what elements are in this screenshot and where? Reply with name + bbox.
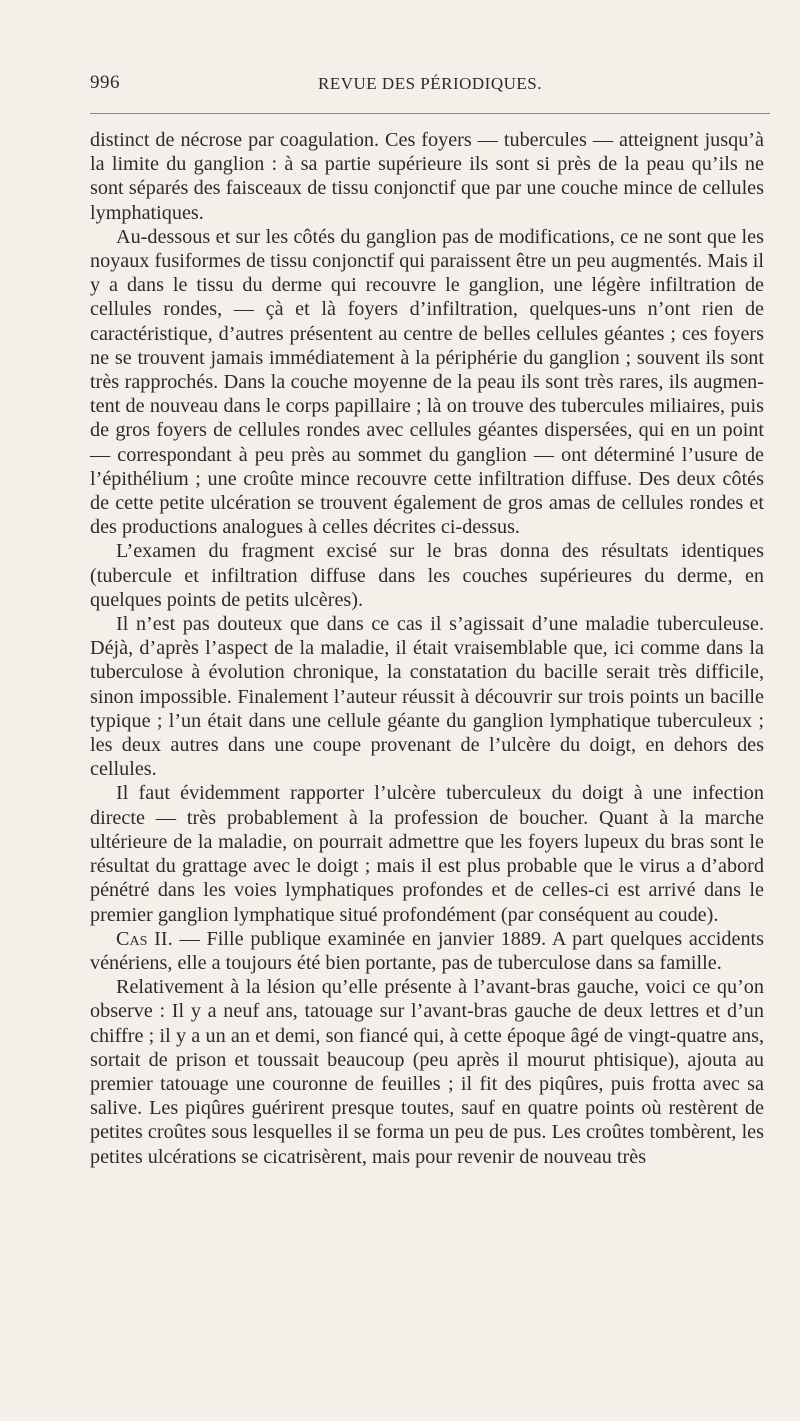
page-header [90,72,770,98]
paragraph-7: Relativement à la lésion qu’elle présente à l’avant-bras gauche, voici ce qu’on observe : Il y a neuf ans, tatouage sur l’avant-bras gauche de deux lettres et d’un chiffre ; il y a un an et demi, son fiancé qui, à cette époque âgé de vingt-quatre ans, sortait de prison et toussait beaucoup (peu après il mourut phtisique), ajouta au premier tatouage une couronne de feuilles ; il fit des piqûres, puis frotta avec sa salive. Les piqûres guérirent presque toutes, sauf en quatre points où restèrent de petites croûtes sous lesquelles il se forma un peu de pus. Les croûtes tombèrent, les petites ulcérations se cicatrisèrent, mais pour revenir de nouveau très [90,976,764,1168]
paragraph-case-2 [90,927,764,975]
case-2-text: — Fille publique examinée en janvier 1889. A part quelques accidents vénériens, elle a toujours été bien portante, pas de tuberculose dans sa famille. [90,927,765,974]
paragraph-5: Il faut évidemment rapporter l’ulcère tuberculeux du doigt à une infection directe — très probablement à la profession de boucher. Quant à la marche ultérieure de la maladie, on pourrait admettre que les foyers lupeux du bras sont le résultat du grattage avec le doigt ; mais il est plus probable que le virus a d’abord pénétré dans les voies lymphatiques profondes et de celles-ci est arrivé dans le premier ganglion lymphatique situé profondément (par conséquent au coude). [90,782,764,926]
page-number: 996 [90,72,120,93]
running-head: REVUE DES PÉRIODIQUES. [318,74,542,93]
paragraph-1: distinct de nécrose par coagulation. Ces foyers — tubercules — atteignent jusqu’à la limite du ganglion : à sa partie supérieure ils sont si près de la peau qu’ils ne sont séparés des faisceaux de tissu conjonctif que par une couche mince de cellules lymphatiques. [90,129,764,224]
paragraph-2: Au-dessous et sur les côtés du ganglion pas de modifications, ce ne sont que les noyaux fusiformes de tissu conjonctif qui paraissent être un peu augmentés. Mais il y a dans le tissu du derme qui recouvre le ganglion, une légère infiltration de cellules rondes, — çà et là foyers d’infiltration, quelques-uns n’ont rien de caractéristique, d’autres présentent au centre de belles cellules géantes ; ces foyers ne se trouvent jamais immédiatement à la périphérie du ganglion ; souvent ils sont très rapprochés. Dans la couche moyenne de la peau ils sont très rares, ils augmentent de nouveau dans le corps papillaire ; là on trouve des tubercules miliaires, puis de gros foyers de cellules rondes avec cellules géantes dispersées, qui en un point — correspondant à peu près au sommet du ganglion — ont déterminé l’usure de l’épithélium ; une croûte mince recouvre cette infiltration diffuse. Des deux côtés de cette petite ulcération se trouvent également de gros amas de cellules rondes et des productions analogues à celles décrites ci-dessus. [90,225,764,539]
header-rule [90,113,770,114]
body-text [90,128,764,1169]
paragraph-3: L’examen du fragment excisé sur le bras donna des résultats identiques (tubercule et infiltration diffuse dans les couches supérieures du derme, en quelques points de petits ulcères). [90,540,764,611]
case-heading: Cas II. [116,927,173,950]
paragraph-4: Il n’est pas douteux que dans ce cas il s’agissait d’une maladie tuberculeuse. Déjà, d’après l’aspect de la maladie, il était vraisemblable que, ici comme dans la tuberculose à évolution chronique, la constatation du bacille serait très difficile, sinon impossible. Finalement l’auteur réussit à découvrir sur trois points un bacille typique ; l’un était dans une cellule géante du ganglion lymphatique tuberculeux ; les deux autres dans une coupe provenant de l’ulcère du doigt, en dehors des cellules. [90,613,764,781]
